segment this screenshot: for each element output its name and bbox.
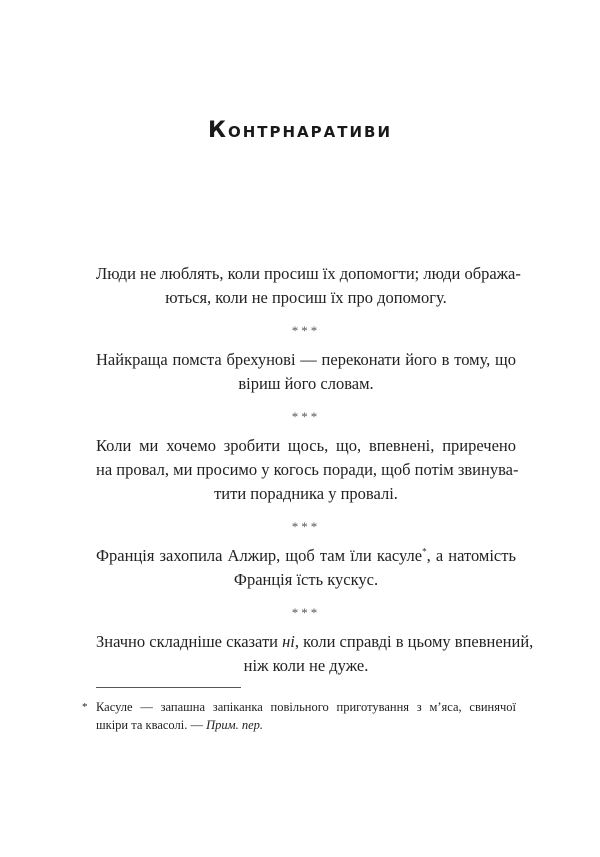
footnote-mark: *: [82, 701, 88, 713]
footnote-line: Касуле — запашна запіканка повільного приготування з м’яса, свинячої: [96, 700, 516, 714]
section-separator: ***: [291, 605, 321, 620]
aphorism-1: [96, 262, 521, 310]
aphorism-line: [96, 630, 534, 654]
emphasis-text: ні: [282, 632, 295, 651]
footnote: [82, 698, 516, 734]
aphorism-text: Франція захопила Алжир, щоб там їли касуле: [96, 546, 423, 565]
aphorism-list: [96, 262, 534, 678]
aphorism-line: ніж коли не дуже.: [243, 656, 369, 675]
section-separator: ***: [291, 323, 321, 338]
aphorism-text: , а натомість: [426, 546, 516, 565]
footnote-line: [96, 716, 516, 734]
aphorism-3: [96, 434, 519, 506]
aphorism-4: [96, 544, 516, 592]
aphorism-line: Люди не люблять, коли просиш їх допомогти; люди обража-: [96, 264, 521, 283]
aphorism-line: ються, коли не просиш їх про допомогу.: [165, 288, 447, 307]
footnote-text: шкіри та квасолі. —: [96, 718, 207, 732]
footnote-attribution: Прим. пер.: [206, 718, 264, 732]
aphorism-line: на провал, ми просимо у когось поради, щоб потім звинува-: [96, 460, 519, 479]
aphorism-2: [96, 348, 516, 396]
aphorism-line: Найкраща помста брехунові — переконати його в тому, що: [96, 350, 516, 369]
section-separator: ***: [291, 519, 321, 534]
aphorism-line: тити порадника у провалі.: [214, 484, 398, 503]
chapter-title: Контрнаративи: [207, 118, 393, 143]
section-separator: ***: [291, 409, 321, 424]
aphorism-line: [96, 544, 516, 568]
footnote-reference[interactable]: *: [422, 546, 427, 557]
aphorism-line: віриш його словам.: [238, 374, 374, 393]
aphorism-text: Значно складніше сказати: [96, 632, 283, 651]
footnote-divider: [96, 687, 241, 688]
aphorism-text: , коли справді в цьому впевнений,: [294, 632, 534, 651]
aphorism-5: [96, 630, 534, 678]
aphorism-line: Франція їсть кускус.: [233, 570, 379, 589]
aphorism-line: Коли ми хочемо зробити щось, що, впевнені, приречено: [96, 436, 516, 455]
